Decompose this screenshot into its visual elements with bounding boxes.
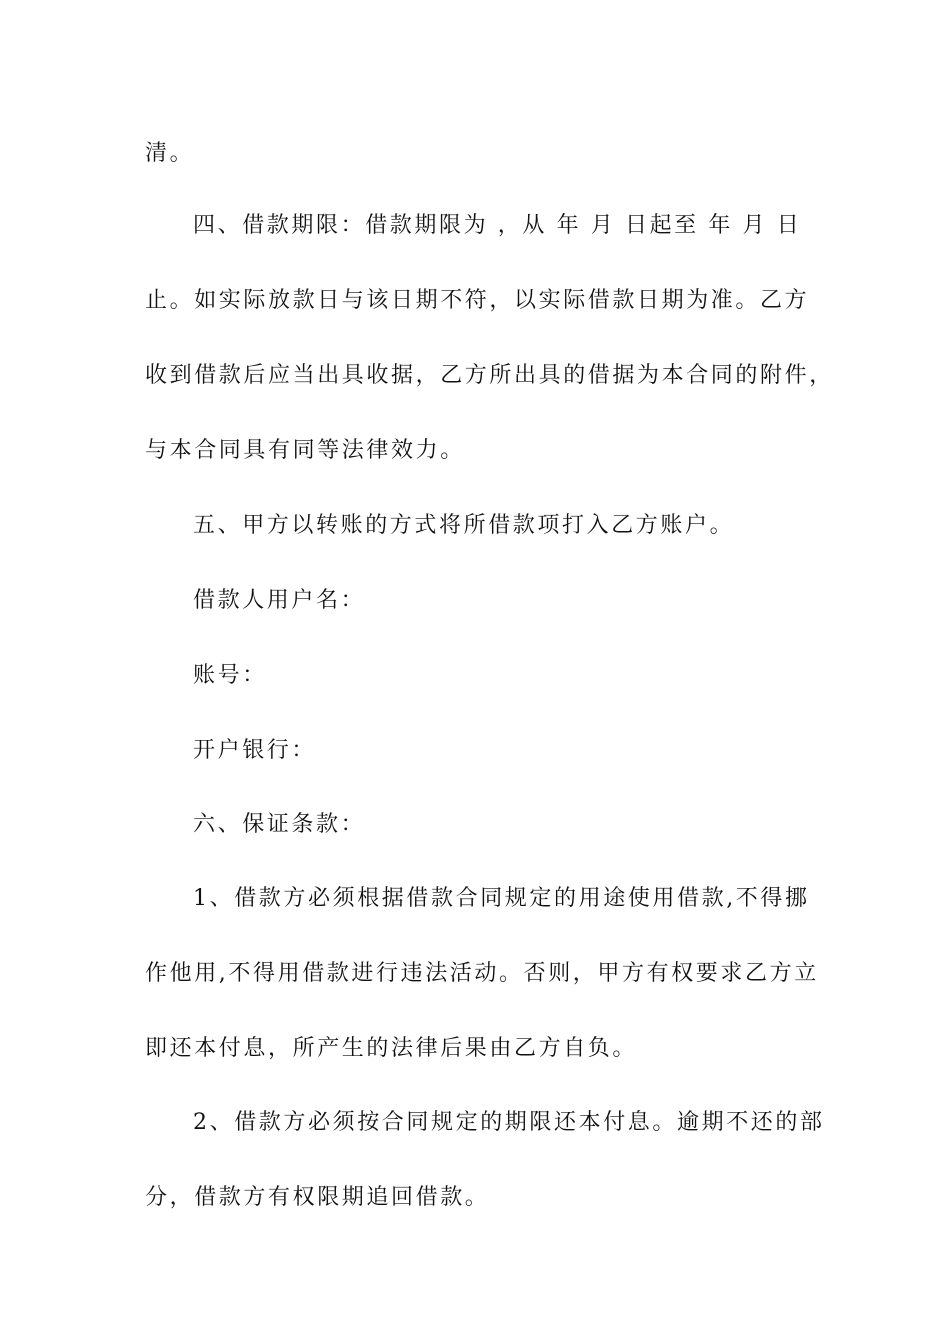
text-line: 止。如实际放款日与该日期不符，以实际借款日期为准。乙方 bbox=[145, 288, 810, 313]
text-line: 分，借款方有权限期追回借款。 bbox=[145, 1185, 490, 1210]
text-line: 作他用,不得用借款进行违法活动。否则，甲方有权要求乙方立 bbox=[145, 961, 819, 986]
text-line: 六、保证条款： bbox=[193, 812, 366, 837]
text-line: 账号： bbox=[193, 663, 267, 688]
text-line: 五、甲方以转账的方式将所借款项打入乙方账户。 bbox=[193, 513, 735, 538]
text-line: 四、借款期限：借款期限为 ，从 年 月 日起至 年 月 日 bbox=[193, 213, 802, 238]
text-line: 1、借款方必须根据借款合同规定的用途使用借款,不得挪 bbox=[193, 886, 810, 911]
text-line: 开户银行： bbox=[193, 738, 317, 763]
text-line: 借款人用户名： bbox=[193, 588, 366, 613]
text-line: 2、借款方必须按合同规定的期限还本付息。逾期不还的部 bbox=[193, 1110, 825, 1135]
text-line: 即还本付息，所产生的法律后果由乙方自负。 bbox=[145, 1036, 638, 1061]
text-line: 与本合同具有同等法律效力。 bbox=[145, 438, 465, 463]
text-line: 收到借款后应当出具收据，乙方所出具的借据为本合同的附件， bbox=[145, 363, 834, 388]
text-line: 清。 bbox=[145, 141, 195, 166]
